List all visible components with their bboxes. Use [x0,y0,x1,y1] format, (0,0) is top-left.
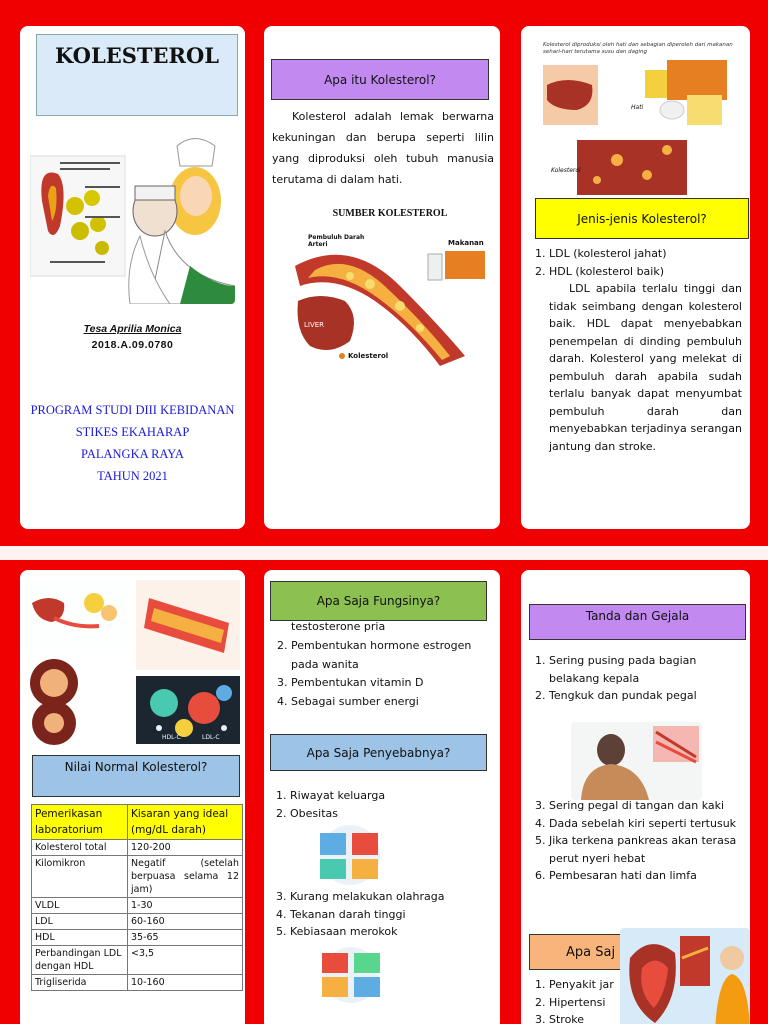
label-hati: Hati [631,104,644,111]
tanda-item: 5. Jika terkena pankreas akan terasa perut nyeri hebat [549,832,741,867]
cell: Trigliserida [32,975,128,991]
penyebab-item: 2. Obesitas [290,805,486,823]
fungsi-item: 3. Pembentukan vitamin D [291,674,486,693]
penyebab-item: 3. Kurang melakukan olahraga [290,888,486,906]
jenis-heading: Jenis-jenis Kolesterol? [535,198,749,239]
tanda-item: 4. Dada sebelah kiri seperti tertusuk [549,815,741,833]
obesitas-image [306,823,394,887]
komplikasi-heading-text: Apa Saj [566,944,616,960]
cell: HDL [32,930,128,946]
cell: Negatif (setelah berpuasa selama 12 jam) [128,856,243,898]
cell: Perbandingan LDL dengan HDL [32,946,128,975]
jenis-body: LDL apabila terlalu tinggi dan tidak seimbang dengan kolesterol baik. HDL dapat menyebabkan penempelan di dinding pembuluh darah. Kolesterol yang melekat di pembuluh darah apabila sudah terlalu banyak dapat menyumbat pembuluh darah dan menyebabkan terjadinya serangan jantung dan stroke. [549,282,742,453]
th-kisaran: Kisaran yang ideal (mg/dL darah) [128,805,243,840]
tanda-panel [521,570,750,1024]
label-ldl-c: LDL-C [202,734,220,741]
cover-panel [20,26,245,529]
fungsi-item: 2. Pembentukan hormone estrogen pada wanita [291,637,486,674]
penyebab-item: 4. Tekanan darah tinggi [290,906,486,924]
penyebab-list-b [272,888,486,941]
hati-image [537,40,737,200]
komplikasi-item: 3. Stroke [549,1011,651,1024]
tengkuk-pegal-image [571,722,702,800]
label-pembuluh: Pembuluh Darah Arteri [308,234,365,248]
cell: 1-30 [128,898,243,914]
label-liver: LIVER [304,321,325,329]
hati-caption: Kolesterol diproduksi oleh hati dan sebagian diperoleh dari makanan sehari-hari terutama susu dan daging [543,42,733,55]
cell: LDL [32,914,128,930]
tanda-item: 1. Sering pusing pada bagian belakang kepala [549,652,741,687]
program-line-2: STIKES EKAHARAP [75,425,190,439]
cover-title: KOLESTEROL [36,34,238,116]
nilai-table-head [32,805,243,840]
table-row [32,914,243,930]
cover-illustration [30,126,235,304]
author-nim: 2018.A.09.0780 [91,339,174,351]
tanda-heading: Tanda dan Gejala [529,604,746,640]
tanda-item: 6. Pembesaran hati dan limfa [549,867,741,885]
komplikasi-item: 1. Penyakit jar [549,976,651,994]
label-hdl-c: HDL-C [162,734,181,741]
sumber-title: SUMBER KOLESTEROL [332,208,448,219]
label-kolesterol-2: Kolesterol [551,167,581,174]
table-row [32,975,243,991]
penyebab-heading: Apa Saja Penyebabnya? [270,734,487,771]
table-row [32,856,243,898]
tanda-item: 3. Sering pegal di tangan dan kaki [549,797,741,815]
apa-itu-heading: Apa itu Kolesterol? [271,59,489,100]
cell: Kilomikron [32,856,128,898]
nilai-table [31,804,243,991]
tanda-list-a [531,652,741,705]
fungsi-item: 4. Sebagai sumber energi [291,693,486,712]
fungsi-panel [264,570,500,1024]
penyebab-item: 1. Riwayat keluarga [290,787,486,805]
cell: 35-65 [128,930,243,946]
table-row [32,840,243,856]
table-row [32,946,243,975]
author-name: Tesa Aprilia Monica [83,323,182,335]
jenis-item-hdl: 2. HDL (kolesterol baik) [549,263,743,281]
penyebab-list-a [272,787,486,822]
apa-itu-body: Kolesterol adalah lemak berwarna kekuningan dan berupa seperti lilin yang diproduksi oleh tubuh manusia terutama di dalam hati. [272,110,494,186]
jenis-item-ldl: 1. LDL (kolesterol jahat) [549,245,743,263]
tanda-item: 2. Tengkuk dan pundak pegal [549,687,741,705]
jenis-list [531,245,743,280]
nilai-heading: Nilai Normal Kolesterol? [32,755,240,797]
komplikasi-item: 2. Hipertensi [549,994,651,1012]
sumber-kolesterol-image [290,206,490,372]
nilai-panel [20,570,245,1024]
jenis-panel [521,26,750,529]
arteri-image [24,578,242,746]
th-pemeriksaan: Pemerikasan laboratorium [32,805,128,840]
tanda-list-b [531,797,741,885]
fold-divider [0,546,768,560]
cell: 10-160 [128,975,243,991]
program-line-4: TAHUN 2021 [97,469,168,483]
table-row [32,930,243,946]
cell: 120-200 [128,840,243,856]
program-line-1: PROGRAM STUDI DIII KEBIDANAN [30,403,235,417]
penyebab-item: 5. Kebiasaan merokok [290,923,486,941]
fungsi-heading: Apa Saja Fungsinya? [270,581,487,621]
cell: Kolesterol total [32,840,128,856]
fungsi-list [272,637,486,711]
fungsi-partial-item: testosterone pria [291,620,386,633]
merokok-image [308,943,394,1003]
cell: <3,5 [128,946,243,975]
cell: VLDL [32,898,128,914]
label-makanan: Makanan [448,239,484,247]
table-row [32,898,243,914]
cell: 60-160 [128,914,243,930]
jantung-image [620,928,750,1024]
apa-itu-panel [264,26,500,529]
label-kolesterol: Kolesterol [348,352,389,360]
program-line-3: PALANGKA RAYA [81,447,184,461]
